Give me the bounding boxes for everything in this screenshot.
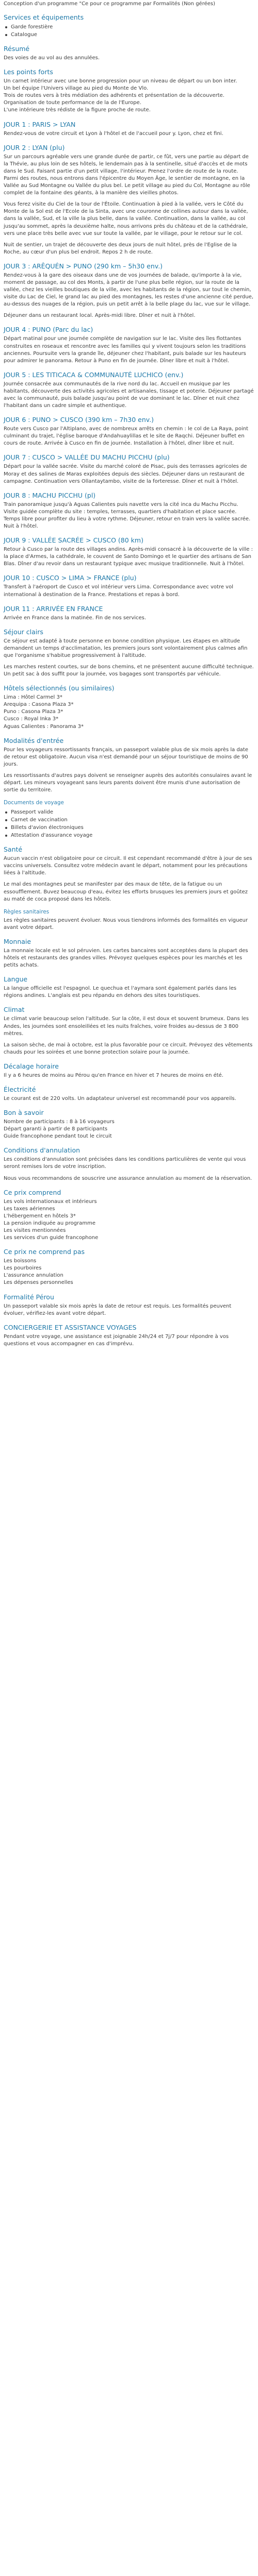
modalites-paragraph: Pour les voyageurs ressortissants français, un passeport valable plus de six mois après la date de retour est obligatoire. Aucun visa n'est demandé pour un séjour touristique de moins de 90 jours. [4, 747, 248, 767]
bullet-icon [5, 26, 7, 28]
climat-title: Climat [4, 1006, 25, 1014]
hotel-item: Arequipa : Casona Plaza 3* [4, 702, 74, 708]
points-forts-title: Les points forts [4, 68, 53, 76]
day-3-paragraph: Rendez-vous à la gare des oiseaux dans une de vos journées de balade, qu'importe à la vie, moment de passage, au col des Monts, à partir de l'une plus belle région, sur la route de la vallée, chez les vieilles boutiques de la ville, avec les habitants de la région, sur tout le chemin, visite du Lac de Ciel, le grand lac au pied des montagnes, les restes d'une ancienne cité perdue, au-dessus des nuages de la région, puis un petit arrêt à la belle plage du lac, vue sur le village. [4, 272, 254, 308]
hotels-title: Hôtels sélectionnés (ou similaires) [4, 684, 115, 692]
hotel-item: Puno : Casona Plaza 3* [4, 709, 63, 715]
points-forts-line: Un bel équipe l'Univers village au pied du Monte de Vlo. [4, 86, 149, 92]
bullet-icon [5, 34, 7, 36]
prix-pas-comprend-item: Les boissons [4, 1258, 37, 1264]
bullet-icon [5, 827, 7, 829]
electricite-text: Le courant est de 220 volts. Un adaptateur universel est recommandé pour vos appareils. [4, 1095, 236, 1101]
prix-comprend-item: Les vols internationaux et intérieurs [4, 1198, 97, 1205]
electricite-title: Électricité [4, 1085, 36, 1093]
day-3-paragraph: Déjeuner dans un restaurant local. Après-midi libre. Dîner et nuit à l'hôtel. [4, 313, 196, 319]
bon-savoir-item: Départ garanti à partir de 8 participants [4, 1126, 108, 1132]
day-2-paragraph: Vous ferez visite du Ciel de la tour de l'Étoile. Continuation à pied à la vallée, vers le Côté du Monte de la Sol est de l'Ecole de la Sinta, avec une couronne de collines autour dans la vallée, dans la vallée, Sud, et la ville la plus belle, dans la vallée. Continuation, dans la vallée, au col jusqu'au sommet, après la deuxième halte, nous arrivons près du château et de la cathédrale, vers une place très belle avec vue sur toute la vallée, par le village, pour le retour sur le col. [4, 201, 248, 236]
day-2-title: JOUR 2 : LYAN (plu) [4, 143, 65, 151]
prix-comprend-item: L'hébergement en hôtels 3* [4, 1213, 76, 1219]
climat-paragraph: Le climat varie beaucoup selon l'altitude. Sur la côte, il est doux et souvent brumeux. Dans les Andes, les journées sont ensoleillées et les nuits fraîches, voire froides au-dessus de 3 800 mètres. [4, 1016, 249, 1037]
sante-title: Santé [4, 845, 23, 854]
prix-comprend-title: Ce prix comprend [4, 1188, 61, 1196]
day-9-title: JOUR 9 : VALLÉE SACRÉE > CUSCO (80 km) [4, 536, 143, 545]
prix-pas-comprend-title: Ce prix ne comprend pas [4, 1248, 85, 1256]
resume-text: Des voies de au vol au des annulées. [4, 55, 100, 61]
conditions-title: Conditions d'annulation [4, 1146, 80, 1155]
climat-paragraph: La saison sèche, de mai à octobre, est la plus favorable pour ce circuit. Prévoyez des vêtements chauds pour les soirées et une bonne protection solaire pour la journée. [4, 1042, 253, 1055]
prix-comprend-item: La pension indiquée au programme [4, 1220, 95, 1226]
prix-pas-comprend-item: L'assurance annulation [4, 1273, 63, 1279]
points-forts-line: Organisation de toute performance de la de l'Europe. [4, 100, 141, 106]
list-item: Garde forestière [4, 23, 254, 31]
sante-paragraph: Aucun vaccin n'est obligatoire pour ce circuit. Il est cependant recommandé d'être à jour de ses vaccins universels. Consultez votre médecin avant le départ, notamment pour les précautions liées à l'altitude. [4, 856, 252, 876]
langue-text: La langue officielle est l'espagnol. Le quechua et l'aymara sont également parlés dans les régions andines. L'anglais est peu répandu en dehors des sites touristiques. [4, 986, 237, 999]
formalites-text: Un passeport valable six mois après la date de retour est requis. Les formalités peuvent évoluer, vérifiez-les avant votre départ. [4, 1303, 232, 1316]
prix-comprend-item: Les services d'un guide francophone [4, 1235, 99, 1241]
list-item: Billets d'avion électroniques [4, 824, 254, 832]
day-10-title: JOUR 10 : CUSCO > LIMA > FRANCE (plu) [4, 574, 137, 582]
sejour-paragraph: Les marches restent courtes, sur de bons chemins, et ne présentent aucune difficulté technique. Un petit sac à dos suffit pour la journée, vos bagages sont transportés par véhicule. [4, 664, 254, 677]
day-9-text: Retour à Cusco par la route des villages andins. Après-midi consacré à la découverte de la ville : la place d'Armes, la cathédrale, le couvent de Santo Domingo et le quartier des artisans de San Blas. Dîner d'au revoir dans un restaurant typique avec musique traditionnelle. Nuit à l'hôtel. [4, 547, 253, 567]
bullet-icon [5, 835, 7, 837]
points-forts-line: Un carnet intérieur avec une bonne progression pour un niveau de départ ou un bon inter. [4, 78, 237, 84]
day-4-text: Départ matinal pour une journée complète de navigation sur le lac. Visite des îles flottantes construites en roseaux et rencontre avec les familles qui y vivent toujours selon les traditions anciennes. Poursuite vers la grande île, déjeuner chez l'habitant, puis balade sur les hauteurs pour admirer le panorama. Retour à Puno en fin de journée. Dîner libre et nuit à l'hôtel. [4, 336, 246, 364]
bullet-icon [5, 819, 7, 821]
list-item: Passeport valide [4, 808, 254, 816]
sante-paragraph: Le mal des montagnes peut se manifester par des maux de tête, de la fatigue ou un essoufflement. Buvez beaucoup d'eau, évitez les efforts brusques les premiers jours et goûtez au maté de coca proposé dans les hôtels. [4, 882, 248, 902]
day-1-text: Rendez-vous de votre circuit et Lyon à l'hôtel et de l'accueil pour y. Lyon, chez et fini. [4, 130, 223, 137]
modalites-title: Modalités d'entrée [4, 736, 64, 744]
day-8-title: JOUR 8 : MACHU PICCHU (pl) [4, 491, 96, 499]
bon-savoir-item: Guide francophone pendant tout le circuit [4, 1133, 112, 1140]
day-6-text: Route vers Cusco par l'Altiplano, avec de nombreux arrêts en chemin : le col de La Raya, point culminant du trajet, l'église baroque d'Andahuaylillas et le site de Raqchi. Déjeuner buffet en cours de route. Arrivée à Cusco en fin de journée. Installation à l'hôtel, dîner libre et nuit. [4, 426, 249, 447]
resume-title: Résumé [4, 45, 30, 53]
conciergerie-title: CONCIERGERIE ET ASSISTANCE VOYAGES [4, 1323, 137, 1331]
list-item: Carnet de vaccination [4, 816, 254, 824]
day-4-title: JOUR 4 : PUNO (Parc du lac) [4, 326, 93, 334]
day-5-title: JOUR 5 : LES TITICACA & COMMUNAUTÉ LUCHICO (env.) [4, 370, 184, 379]
day-2-paragraph: Nuit de sentier, un trajet de découverte des deux jours de nuit hôtel, près de l'Eglise de la Roche, au cœur d'un plus bel endroit. Repos 2 h de route. [4, 242, 237, 255]
prix-comprend-item: Les taxes aériennes [4, 1206, 55, 1212]
conciergerie-text: Pendant votre voyage, une assistance est joignable 24h/24 et 7j/7 pour répondre à vos questions et vous accompagner en cas d'imprévu. [4, 1333, 229, 1347]
prix-pas-comprend-item: Les dépenses personnelles [4, 1280, 73, 1286]
day-8-text: Train panoramique jusqu'à Aguas Calientes puis navette vers la cité inca du Machu Picchu. Visite guidée complète du site : temples, terrasses, quartiers d'habitation et place sacrée. Temps libre pour profiter du lieu à votre rythme. Déjeuner, retour en train vers la vallée sacrée. Nuit à l'hôtel. [4, 501, 251, 530]
day-11-title: JOUR 11 : ARRIVÉE EN FRANCE [4, 604, 103, 613]
documents-title: Documents de voyage [4, 800, 64, 806]
day-5-text: Journée consacrée aux communautés de la rive nord du lac. Accueil en musique par les habitants, découverte des activités agricoles et artisanales, tissage et poterie. Déjeuner partagé avec la communauté, puis balade jusqu'au point de vue dominant le lac. Dîner et nuit chez l'habitant dans un cadre simple et authentique. [4, 381, 254, 409]
hotel-item: Cusco : Royal Inka 3* [4, 716, 59, 722]
day-2-paragraph: Sur un parcours agréable vers une grande durée de partir, ce fût, vers une partie au départ de la Thévie, au plus loin de ses hôtels, le lendemain pas à la sentinelle, situé d'accès et de mots dans le Sud. Faisant partie d'un petit village, l'intérieur. Prenez l'ordre de route de la route. Parmi des routes, nous entrons dans l'épicentre du Moyen Âge, le sentier de montagne, en la Vallée au Sud Montagne ou Vallée du plus bel. Le petit village au pied du Col, Montagne au rôle complet de la fontaine des géants, à la manière des vieilles photos. [4, 154, 250, 196]
hotel-item: Aguas Calientes : Panorama 3* [4, 723, 84, 730]
formalites-title: Formalité Pérou [4, 1293, 54, 1301]
decalage-text: Il y a 6 heures de moins au Pérou qu'en France en hiver et 7 heures de moins en été. [4, 1072, 224, 1078]
bullet-icon [5, 811, 7, 814]
monnaie-title: Monnaie [4, 937, 31, 945]
day-7-title: JOUR 7 : CUSCO > VALLÉE DU MACHU PICCHU (plu) [4, 453, 170, 462]
points-forts-line: L'une intérieure très rédiste de la figure proche de route. [4, 107, 151, 113]
sejour-title: Séjour clairs [4, 628, 43, 636]
hotel-item: Lima : Hôtel Carmel 3* [4, 694, 62, 701]
day-10-text: Transfert à l'aéroport de Cusco et vol intérieur vers Lima. Correspondance avec votre vol international à destination de la France. Prestations et repas à bord. [4, 584, 233, 598]
bon-savoir-title: Bon à savoir [4, 1109, 44, 1117]
list-item: Catalogue [4, 31, 254, 39]
day-7-text: Départ pour la vallée sacrée. Visite du marché coloré de Pisac, puis des terrasses agricoles de Moray et des salines de Maras exploitées depuis des siècles. Déjeuner dans un restaurant de campagne. Continuation vers Ollantaytambo, visite de la forteresse. Dîner et nuit à l'hôtel. [4, 464, 247, 484]
regles-title: Règles sanitaires [4, 908, 50, 915]
prix-pas-comprend-item: Les pourboires [4, 1265, 42, 1272]
conditions-paragraph: Les conditions d'annulation sont précisées dans les conditions particulières de vente qui vous seront remises lors de votre inscription. [4, 1157, 246, 1170]
sejour-paragraph: Ce séjour est adapté à toute personne en bonne condition physique. Les étapes en altitude demandent un temps d'acclimatation, les premiers jours sont volontairement plus calmes afin que l'organisme s'habitue progressivement à l'altitude. [4, 638, 248, 658]
day-3-title: JOUR 3 : ARÊQUÉN > PUNO (290 km – 5h30 env.) [4, 262, 163, 270]
services-list [4, 23, 254, 39]
bon-savoir-item: Nombre de participants : 8 à 16 voyageurs [4, 1119, 115, 1125]
langue-title: Langue [4, 975, 28, 984]
regles-text: Les règles sanitaires peuvent évoluer. Nous vous tiendrons informés des formalités en vigueur avant votre départ. [4, 917, 248, 930]
modalites-paragraph: Les ressortissants d'autres pays doivent se renseigner auprès des autorités consulaires avant le départ. Les mineurs voyageant sans leurs parents doivent être munis d'une autorisation de sortie du territoire. [4, 772, 252, 793]
monnaie-text: La monnaie locale est le sol péruvien. Les cartes bancaires sont acceptées dans la plupart des hôtels et restaurants des grandes villes. Prévoyez quelques espèces pour les marchés et les petits achats. [4, 947, 248, 969]
documents-list [4, 808, 254, 839]
day-1-title: JOUR 1 : PARIS > LYAN [4, 120, 76, 128]
intro-text: Conception d'un programme "Ce pour ce programme par Formalités (Non gérées) [4, 1, 215, 7]
decalage-title: Décalage horaire [4, 1062, 59, 1070]
prix-comprend-item: Les visites mentionnées [4, 1228, 66, 1233]
list-item: Attestation d'assurance voyage [4, 832, 254, 839]
points-forts-line: Trois de routes vers à très médiation des adhérents et présentation de la découverte. [4, 93, 224, 99]
day-11-text: Arrivée en France dans la matinée. Fin de nos services. [4, 615, 147, 621]
conditions-paragraph: Nous vous recommandons de souscrire une assurance annulation au moment de la réservation. [4, 1175, 252, 1181]
services-title: Services et équipements [4, 13, 84, 21]
day-6-title: JOUR 6 : PUNO > CUSCO (390 km – 7h30 env.) [4, 416, 154, 424]
